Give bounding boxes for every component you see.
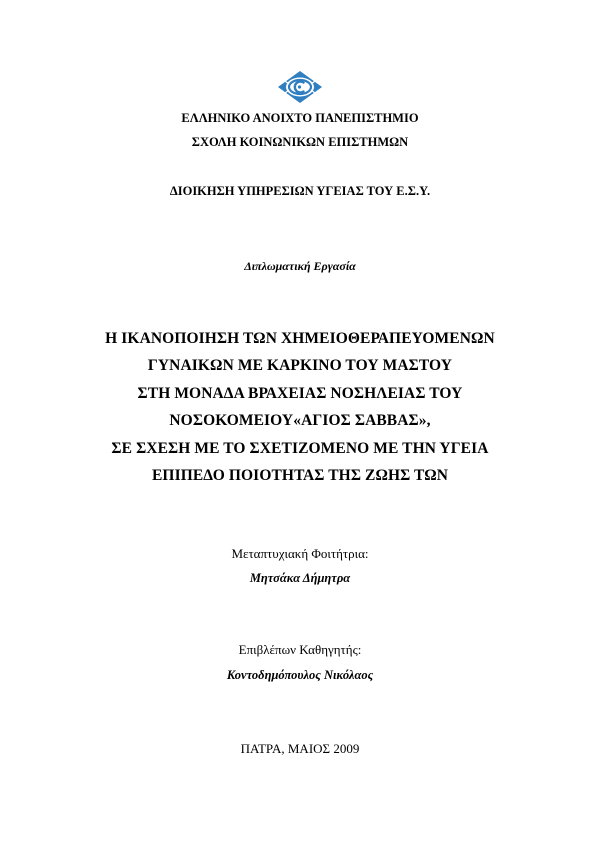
document-type: Διπλωματική Εργασία: [244, 259, 356, 273]
student-name: Μητσάκα Δήμητρα: [249, 571, 351, 585]
thesis-title-line: ΣΕ ΣΧΕΣΗ ΜΕ ΤΟ ΣΧΕΤΙΖΟΜΕΝΟ ΜΕ ΤΗΝ ΥΓΕΙΑ: [111, 440, 489, 457]
program-name: ΔΙΟΙΚΗΣΗ ΥΠΗΡΕΣΙΩΝ ΥΓΕΙΑΣ ΤΟΥ Ε.Σ.Υ.: [169, 184, 431, 198]
thesis-title-line: Η ΙΚΑΝΟΠΟΙΗΣΗ ΤΩΝ ΧΗΜΕΙΟΘΕΡΑΠΕΥΟΜΕΝΩΝ: [105, 330, 495, 347]
school-name: ΣΧΟΛΗ ΚΟΙΝΩΝΙΚΩΝ ΕΠΙΣΤΗΜΩΝ: [191, 135, 409, 149]
place-date: ΠΑΤΡΑ, ΜΑΙΟΣ 2009: [240, 741, 360, 756]
supervisor-label: Επιβλέπων Καθηγητής:: [238, 642, 362, 657]
university-name: ΕΛΛΗΝΙΚΟ ΑΝΟΙΧΤΟ ΠΑΝΕΠΙΣΤΗΜΙΟ: [181, 111, 419, 125]
supervisor-name: Κοντοδημόπουλος Νικόλαος: [226, 668, 374, 682]
thesis-title-line: ΕΠΙΠΕΔΟ ΠΟΙΟΤΗΤΑΣ ΤΗΣ ΖΩΗΣ ΤΩΝ: [151, 467, 449, 484]
student-label: Μεταπτυχιακή Φοιτήτρια:: [231, 546, 369, 561]
thesis-title-line: ΝΟΣΟΚΟΜΕΙΟΥ«ΑΓΙΟΣ ΣΑΒΒΑΣ»,: [169, 412, 431, 429]
thesis-title-line: ΣΤΗ ΜΟΝΑΔΑ ΒΡΑΧΕΙΑΣ ΝΟΣΗΛΕΙΑΣ ΤΟΥ: [137, 385, 463, 402]
university-logo-icon: [277, 70, 323, 104]
thesis-title-line: ΓΥΝΑΙΚΩΝ ΜΕ ΚΑΡΚΙΝΟ ΤΟΥ ΜΑΣΤΟΥ: [147, 357, 453, 374]
